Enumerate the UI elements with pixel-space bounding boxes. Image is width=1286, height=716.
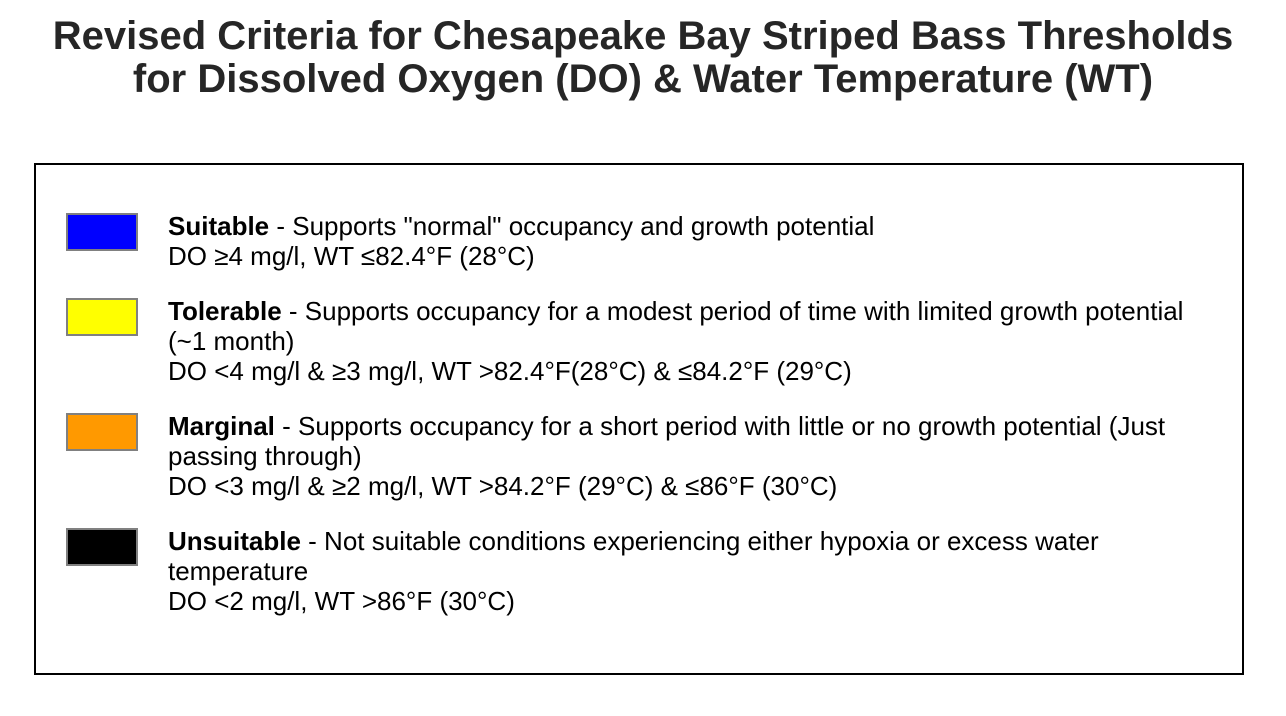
legend-entry bbox=[168, 411, 1224, 501]
legend-row bbox=[66, 211, 1242, 271]
legend-entry-criteria: DO ≥4 mg/l, WT ≤82.4°F (28°C) bbox=[168, 241, 535, 271]
legend-entry-criteria: DO <2 mg/l, WT >86°F (30°C) bbox=[168, 586, 515, 616]
legend-entry-criteria: DO <3 mg/l & ≥2 mg/l, WT >84.2°F (29°C) & ≤86°F (30°C) bbox=[168, 471, 838, 501]
legend-entry-description-text: - Supports "normal" occupancy and growth potential bbox=[276, 211, 875, 241]
legend-entry-name: Marginal bbox=[168, 411, 275, 441]
legend-entry-name: Unsuitable bbox=[168, 526, 301, 556]
legend-box bbox=[34, 163, 1244, 675]
legend-entry-criteria: DO <4 mg/l & ≥3 mg/l, WT >82.4°F(28°C) & ≤84.2°F (29°C) bbox=[168, 356, 852, 386]
legend-swatch bbox=[66, 298, 138, 336]
legend-entry bbox=[168, 211, 1224, 271]
legend-entry-description-text: - Supports occupancy for a modest period of time with limited growth potential (~1 month) bbox=[168, 296, 1184, 356]
page-title-line1: Revised Criteria for Chesapeake Bay Striped Bass Thresholds bbox=[52, 14, 1234, 58]
legend-entry bbox=[168, 296, 1224, 386]
legend-row bbox=[66, 411, 1242, 501]
legend-entry-name: Tolerable bbox=[168, 296, 282, 326]
page-title-line2: for Dissolved Oxygen (DO) & Water Temperature (WT) bbox=[132, 57, 1154, 101]
legend-entry-description-text: - Not suitable conditions experiencing either hypoxia or excess water temperature bbox=[168, 526, 1099, 586]
legend-swatch bbox=[66, 413, 138, 451]
legend-entry-description bbox=[168, 296, 1224, 356]
legend-entry-description-text: - Supports occupancy for a short period with little or no growth potential (Just passing through) bbox=[168, 411, 1166, 471]
legend-row bbox=[66, 526, 1242, 616]
legend-entry-description bbox=[168, 411, 1224, 471]
legend-entry-description bbox=[168, 526, 1224, 586]
page-title bbox=[0, 15, 1286, 101]
legend-entry bbox=[168, 526, 1224, 616]
legend-row bbox=[66, 296, 1242, 386]
legend-swatch bbox=[66, 213, 138, 251]
legend-swatch bbox=[66, 528, 138, 566]
legend-entry-name: Suitable bbox=[168, 211, 270, 241]
legend-entry-description bbox=[168, 211, 1224, 241]
